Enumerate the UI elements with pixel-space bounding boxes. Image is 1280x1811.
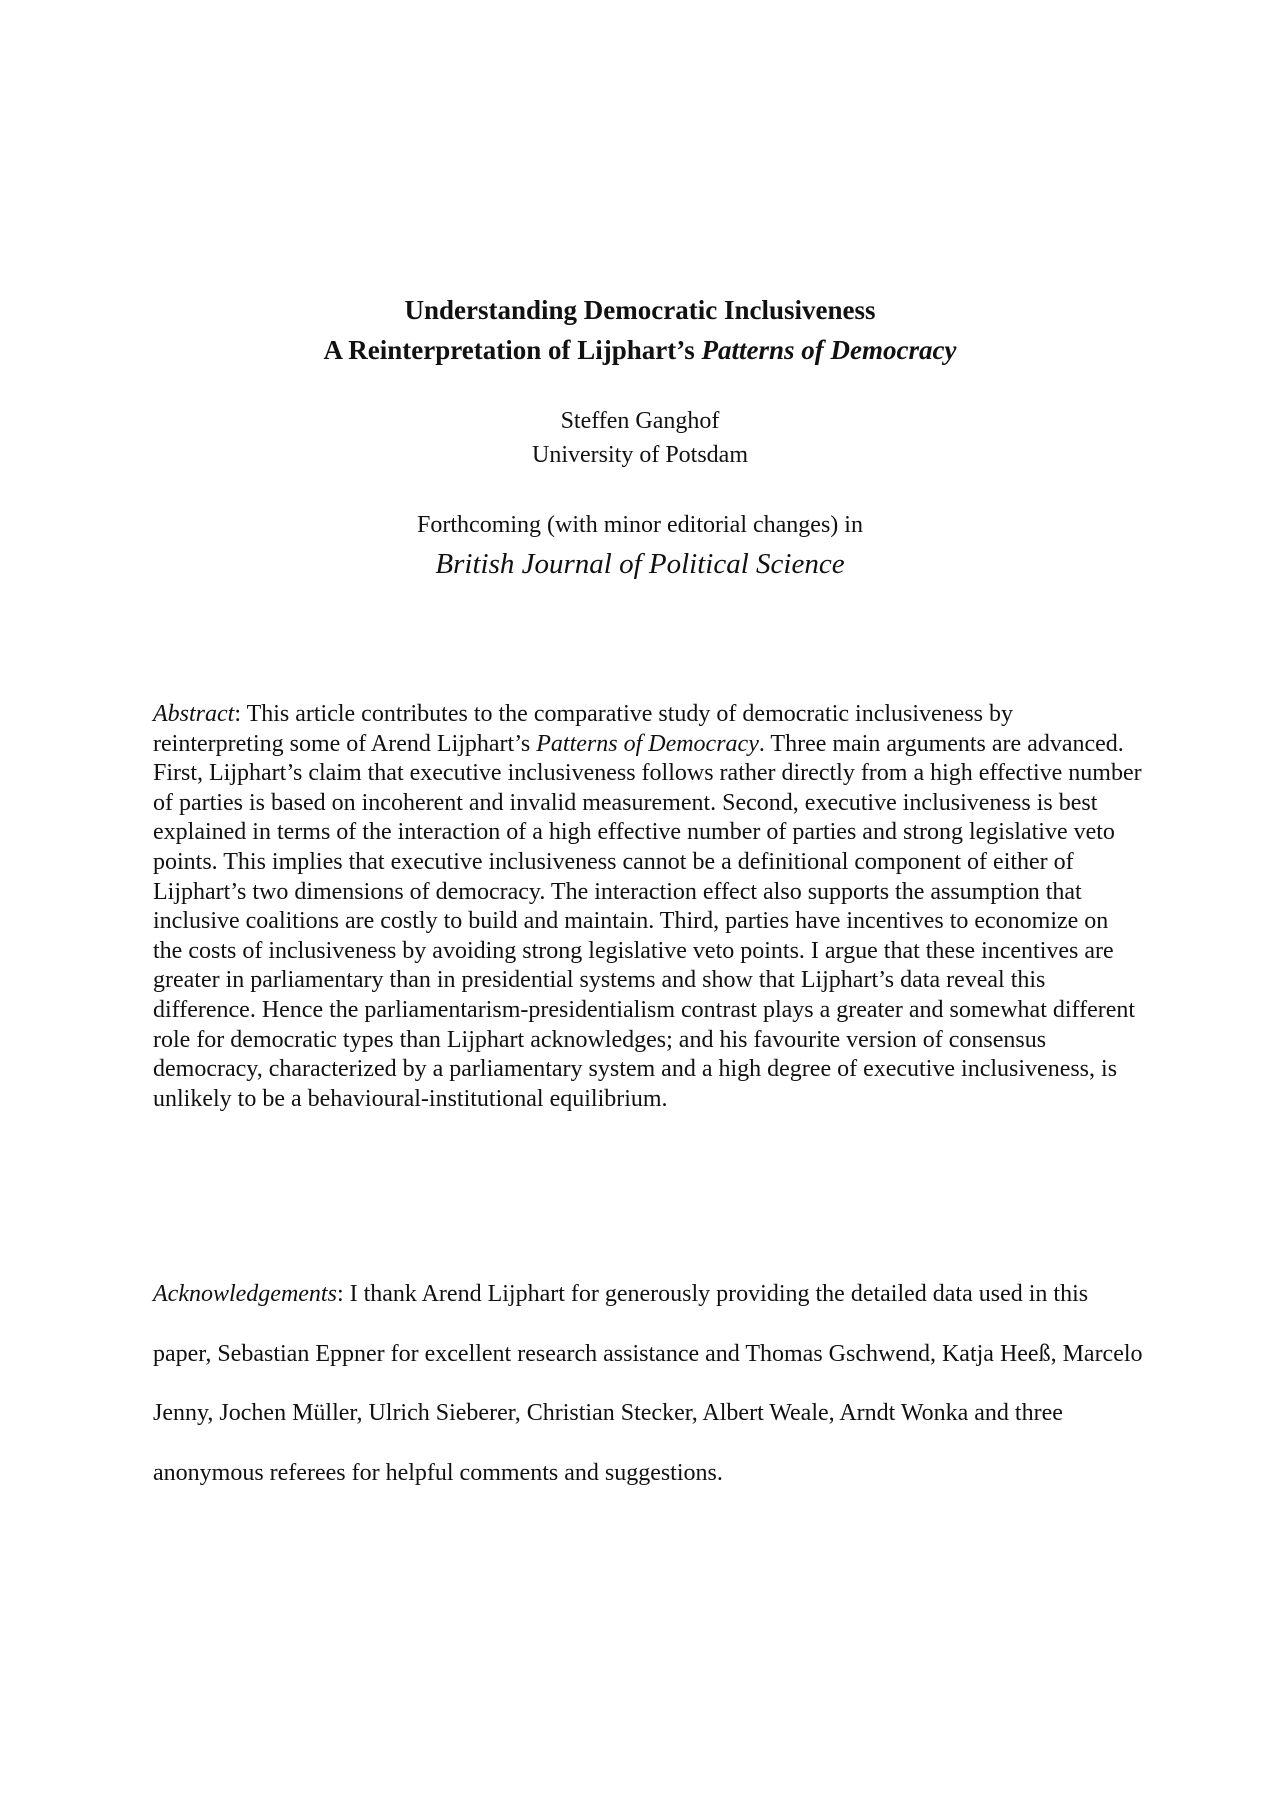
acknowledgements-label: Acknowledgements	[153, 1281, 337, 1307]
venue-intro: Forthcoming (with minor editorial changes) in	[417, 512, 863, 538]
acknowledgements	[153, 1265, 1143, 1503]
title-line-2-prefix: A Reinterpretation of Lijphart’s	[323, 335, 702, 365]
abstract-text-part2: . Three main arguments are advanced. First, Lijphart’s claim that executive inclusiveness follows rather directly from a high effective number of parties is based on incoherent and invalid measurement. Second, executive inclusiveness is best explained in terms of the interaction of a high effective number of parties and strong legislative veto points. This implies that executive inclusiveness cannot be a definitional component of either of Lijphart’s two dimensions of democracy. The interaction effect also supports the assumption that inclusive coalitions are costly to build and maintain. Third, parties have incentives to economize on the costs of inclusiveness by avoiding strong legislative veto points. I argue that these incentives are greater in parliamentary than in presidential systems and show that Lijphart’s data reveal this difference. Hence the parliamentarism-presidentialism contrast plays a greater and somewhat different role for democratic types than Lijphart acknowledges; and his favourite version of consensus democracy, characterized by a parliamentary system and a high degree of executive inclusiveness, is unlikely to be a behavioural-institutional equilibrium.	[153, 730, 1142, 1112]
abstract-book-title: Patterns of Democracy	[536, 730, 759, 757]
abstract-label: Abstract	[153, 701, 235, 727]
author-name: Steffen Ganghof	[560, 408, 720, 434]
abstract-text-part1: : This article contributes to the comparative study of democratic inclusiveness by reinterpreting some of Arend Lijphart’s	[153, 701, 1014, 757]
title-line-2-book-title: Patterns of Democracy	[701, 335, 957, 365]
acknowledgements-text: : I thank Arend Lijphart for generously providing the detailed data used in this paper, Sebastian Eppner for excellent research assistance and Thomas Gschwend, Katja Heeß, Marcelo Jenny, Jochen Müller, Ulrich Sieberer, Christian Stecker, Albert Weale, Arndt Wonka and three anonymous referees for helpful comments and suggestions.	[153, 1281, 1143, 1486]
title-block	[0, 290, 1280, 370]
journal-name: British Journal of Political Science	[435, 548, 845, 580]
publication-venue	[0, 508, 1280, 586]
title-line-1: Understanding Democratic Inclusiveness	[404, 295, 876, 325]
author-affiliation: University of Potsdam	[532, 442, 748, 468]
title-line-2	[0, 330, 1280, 370]
author-block	[0, 404, 1280, 472]
abstract	[153, 700, 1143, 1114]
